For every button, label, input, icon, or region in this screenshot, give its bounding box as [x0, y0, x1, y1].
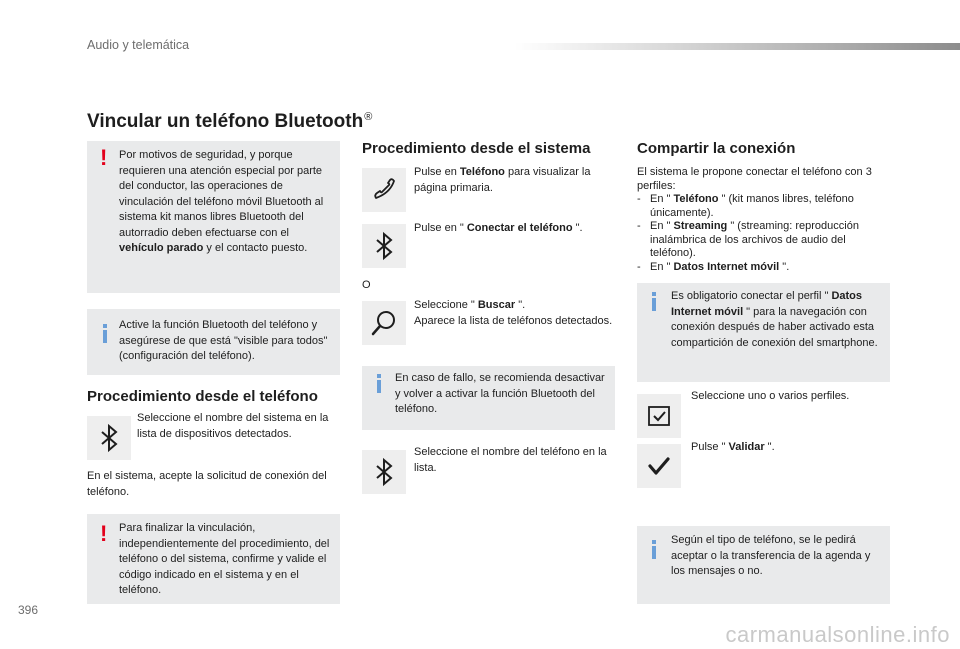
registered-mark: ®: [364, 111, 373, 123]
exclamation-icon: !: [100, 521, 108, 546]
profiles-intro: El sistema le propone conectar el teléfono con 3 perfiles: - En " Teléfono " (kit manos libres, teléfono únicamente). - En " Streaming " (streaming: reproducción inalámbrica de los archivos de audio del teléfono). - En " Datos Internet móvil ".: [637, 166, 890, 274]
info-icon: [652, 292, 656, 311]
bluetooth-icon: [362, 450, 406, 494]
system-step-connect-phone: Pulse en " Conectar el teléfono ".: [414, 222, 583, 234]
checkmark-icon: [637, 444, 681, 488]
phone-procedure-heading: Procedimiento desde el teléfono: [87, 388, 318, 405]
checklist-icon-box: [637, 394, 681, 438]
system-step-press-phone: Pulse en Teléfono para visualizar la página primaria.: [414, 166, 591, 194]
header-gradient-bar: [515, 43, 960, 50]
exclamation-icon: !: [100, 145, 108, 170]
validate-step: Pulse " Validar ".: [691, 441, 775, 453]
info-icon: [377, 374, 381, 393]
watermark: carmanualsonline.info: [725, 622, 950, 647]
section-header: Audio y telemática: [87, 38, 190, 52]
bluetooth-visibility-info-text: Active la función Bluetooth del teléfono y asegúrese de que está "visible para todos" (configuración del teléfono).: [119, 319, 328, 362]
select-profiles-step: Seleccione uno o varios perfiles.: [691, 390, 850, 402]
system-step-select-phone: Seleccione el nombre del teléfono en la lista.: [414, 446, 607, 474]
search-icon-box: [362, 301, 406, 345]
phone-icon-box: [362, 168, 406, 212]
pairing-warning-text: Para finalizar la vinculación, independientemente del procedimiento, del teléfono o del sistema, confirme y valide el código indicado en el sistema y en el teléfono.: [119, 522, 330, 596]
share-connection-heading: Compartir la conexión: [637, 140, 796, 157]
bluetooth-icon-box: [362, 450, 406, 494]
profile-item-mobile-data: - En " Datos Internet móvil ".: [637, 260, 790, 273]
or-separator: O: [362, 279, 371, 291]
info-icon: [652, 540, 656, 559]
bluetooth-icon-box: [362, 224, 406, 268]
safety-warning-text: Por motivos de seguridad, y porque requieren una atención especial por parte del conductor, las operaciones de vinculación del teléfono móvil Bluetooth al sistema kit manos libres Bluetooth del autorradio deben efectuarse con el vehículo parado y el contacto puesto.: [119, 149, 324, 254]
phone-step-accept-request: En el sistema, acepte la solicitud de conexión del teléfono.: [87, 470, 327, 498]
phone-handset-icon: [362, 168, 406, 212]
info-icon: [103, 324, 107, 343]
page-title: Vincular un teléfono Bluetooth®: [87, 111, 373, 132]
check-icon-box: [637, 444, 681, 488]
mobile-data-info-text: Es obligatorio conectar el perfil " Datos Internet móvil " para la navegación con conexión después de haber activado esta compartición de conexión del smartphone.: [671, 290, 878, 349]
profile-item-streaming: - En " Streaming " (streaming: reproducción inalámbrica de los archivos de audio del teléfono).: [637, 220, 859, 259]
bluetooth-icon-box: [87, 416, 131, 460]
system-step-search: Seleccione " Buscar ". Aparece la lista de teléfonos detectados.: [414, 299, 613, 327]
profile-item-phone: - En " Teléfono " (kit manos libres, teléfono únicamente).: [637, 193, 854, 219]
failure-info-text: En caso de fallo, se recomienda desactivar y volver a activar la función Bluetooth del teléfono.: [395, 372, 605, 415]
checkbox-list-icon: [637, 394, 681, 438]
system-procedure-heading: Procedimiento desde el sistema: [362, 140, 591, 157]
bluetooth-icon: [362, 224, 406, 268]
magnifier-icon: [362, 301, 406, 345]
phone-step-select-system: Seleccione el nombre del sistema en la lista de dispositivos detectados.: [137, 412, 329, 440]
page-number: 396: [18, 603, 39, 617]
bluetooth-icon: [87, 416, 131, 460]
agenda-transfer-info-text: Según el tipo de teléfono, se le pedirá aceptar o la transferencia de la agenda y los mensajes o no.: [671, 534, 871, 577]
